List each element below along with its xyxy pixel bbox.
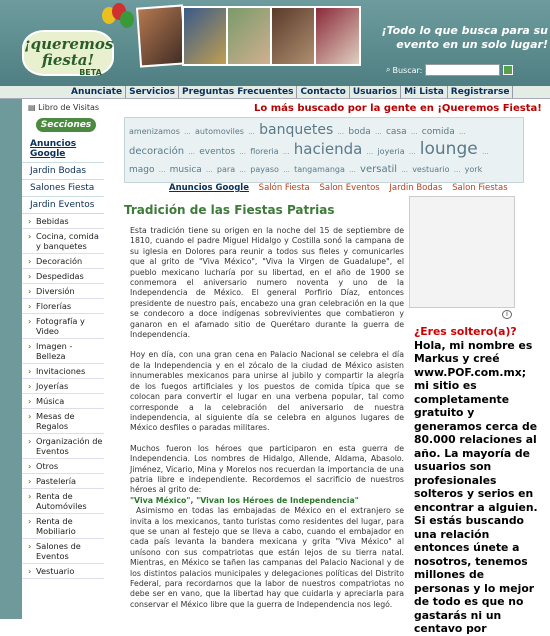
sidebar-category-item[interactable]: › Cocina, comida y banquetes: [22, 229, 104, 254]
sidebar-link-jardin-bodas[interactable]: Jardin Bodas: [22, 163, 104, 180]
article-body: [130, 226, 404, 620]
tag-link[interactable]: lounge: [419, 139, 478, 159]
sidebar-link-jardin-eventos[interactable]: Jardin Eventos: [22, 197, 104, 214]
article-paragraph: Muchos fueron los héroes que participaron en esta guerra de Independencia. Los nombres de Hidalgo, Allende, Aldama, Abasolo. Jiménez, Vicario, Mina y Morelos nos recuerdan la importancia de una patria libre e independiente. Recordemos el sacrificio de nuestros héroes al grito de:: [130, 443, 404, 495]
search-go-button[interactable]: [503, 65, 513, 75]
search-icon: ⌕: [386, 65, 391, 74]
ad-info-icon[interactable]: i: [502, 310, 512, 319]
tag-separator: ...: [479, 148, 489, 156]
tag-link[interactable]: joyeria: [377, 147, 405, 156]
sidebar-category-item[interactable]: › Renta de Mobiliario: [22, 514, 104, 539]
link-salon-fiesta[interactable]: Salón Fiesta: [258, 183, 310, 193]
search-label: Buscar:: [392, 65, 423, 75]
logo-beta: BETA: [79, 68, 102, 77]
sidebar-category-item[interactable]: › Vestuario: [22, 564, 104, 579]
tag-separator: ...: [237, 166, 249, 174]
main-content: [104, 99, 550, 635]
tag-link[interactable]: boda: [348, 127, 371, 137]
tag-link[interactable]: mago: [129, 165, 155, 175]
link-salon-fiestas[interactable]: Salon Fiestas: [452, 183, 508, 193]
tag-separator: ...: [203, 166, 215, 174]
tag-separator: ...: [156, 166, 168, 174]
tag-link[interactable]: york: [464, 165, 483, 174]
tag-link[interactable]: musica: [169, 165, 202, 175]
tag-separator: ...: [372, 128, 384, 136]
related-links: [169, 183, 515, 193]
category-list: [22, 214, 104, 579]
tag-link[interactable]: vestuario: [412, 165, 450, 174]
site-logo[interactable]: [22, 30, 114, 76]
tag-separator: ...: [237, 148, 249, 156]
tag-separator: ...: [335, 128, 347, 136]
tag-cloud: [124, 117, 524, 183]
tag-link[interactable]: banquetes: [259, 122, 334, 138]
sidebar-category-item[interactable]: › Invitaciones: [22, 364, 104, 379]
tag-separator: ...: [346, 166, 359, 174]
tag-link[interactable]: floreria: [250, 147, 279, 156]
logo-text: ¡queremos fiesta!: [24, 35, 114, 69]
book-icon: ▤: [28, 103, 36, 112]
tag-separator: ...: [364, 148, 376, 156]
tag-link[interactable]: amenizamos: [129, 127, 180, 136]
tag-link[interactable]: decoración: [129, 146, 185, 157]
site-header: [0, 0, 550, 86]
tag-separator: ...: [181, 128, 194, 136]
ad-text: Hola, mi nombre es Markus y creé www.POF.com.mx; mi sitio es completamente gratuito y generamos cerca de 80.000 relaciones al año. La mayoría de usuarios son profesionales solteros y serios en encontrar a alguien. Si estás buscando una relación entonces únete a nosotros, tenemos millones de personas y lo mejor de todo es que no gastarás ni un centavo por: [414, 338, 538, 635]
pof-ad[interactable]: [414, 325, 542, 636]
sidebar-category-item[interactable]: › Fotografía y Video: [22, 314, 104, 339]
article-paragraph: Esta tradición tiene su origen en la noche del 15 de septiembre de 1810, cuando el padre Miguel Hidalgo y Costilla sonó la campana de su iglesia en Dolores para reunir a todos sus fieles y comunicarles que al grito de "Viva México", "Viva la Virgen de Guadalupe", el pueblo mexicano lucharía por su libertad, en el año de 1900 se conmemora el aniversario numero noventa y uno de la Independencia de México. El general Porfirio Díaz, entonces presidente de nuestro país, encabezo una gran celebración en la que se condecoro a doce indígenas sobrevivientes que combatieron y ganaron en el afamado sitio de Querétaro durante la guerra de Independencia.: [130, 226, 404, 340]
tag-separator: ...: [186, 148, 198, 156]
sidebar-category-item[interactable]: › Organización de Eventos: [22, 434, 104, 459]
sidebar-category-item[interactable]: › Música: [22, 394, 104, 409]
sidebar-top-links: [22, 136, 104, 214]
nav-anunciate[interactable]: Anunciate: [68, 86, 126, 98]
sidebar-category-item[interactable]: › Salones de Eventos: [22, 539, 104, 564]
nav-contacto[interactable]: Contacto: [297, 86, 349, 98]
sections-badge: Secciones: [36, 118, 96, 132]
tag-separator: ...: [280, 166, 293, 174]
sidebar-category-item[interactable]: › Decoración: [22, 254, 104, 269]
search-form: [386, 63, 519, 77]
sidebar-category-item[interactable]: › Imagen - Belleza: [22, 339, 104, 364]
tag-link[interactable]: casa: [385, 127, 407, 137]
link-salon-eventos[interactable]: Salon Eventos: [319, 183, 380, 193]
tag-link[interactable]: hacienda: [293, 140, 363, 158]
sidebar-category-item[interactable]: › Mesas de Regalos: [22, 409, 104, 434]
sidebar-category-item[interactable]: › Joyerías: [22, 379, 104, 394]
sidebar-link-anuncios[interactable]: Anuncios Google: [22, 136, 104, 163]
tag-link[interactable]: automoviles: [195, 127, 244, 136]
sidebar-link-salones[interactable]: Salones Fiesta: [22, 180, 104, 197]
sidebar-category-item[interactable]: › Diversión: [22, 284, 104, 299]
ad-image-box[interactable]: [409, 196, 515, 308]
article-paragraph: Asimismo en todas las embajadas de México en el extranjero se invita a los mexicanos, tanto turistas como residentes del lugar, para que se unan al festejo que se lleva a cabo, cuando el embajador en cada país levanta la bandera mexicana y grita "Viva México" al unísono con sus compatriotas que están lejos de su tierra natal. Mientras, en México se tañen las campanas del Palacio Nacional y de los distintos palacios municipales y delegaciones políticas del Distrito Federal, para recordarnos que la labor de nuestros compatriotas no debe ser en vano, que la libertad hay que cuidarla y apreciarla para conservar el México libre que la guerra de Independencia nos legó.: [130, 506, 404, 609]
headline: Lo más buscado por la gente en ¡Queremos Fiesta!: [254, 103, 542, 114]
main-nav: [0, 86, 550, 99]
left-decor-bar: [0, 99, 22, 619]
header-photos: [138, 6, 368, 70]
link-anuncios-google[interactable]: Anuncios Google: [169, 183, 249, 193]
article-title: Tradición de las Fiestas Patrias: [124, 203, 335, 217]
nav-registrarse[interactable]: Registrarse: [448, 86, 514, 98]
sidebar-category-item[interactable]: › Otros: [22, 459, 104, 474]
sidebar-category-item[interactable]: › Despedidas: [22, 269, 104, 284]
sidebar-category-item[interactable]: › Pastelería: [22, 474, 104, 489]
tag-link[interactable]: eventos: [199, 147, 236, 157]
nav-mi-lista[interactable]: Mi Lista: [401, 86, 448, 98]
tag-separator: ...: [451, 166, 463, 174]
tag-link[interactable]: comida: [421, 127, 455, 137]
tag-separator: ...: [456, 128, 466, 136]
tag-separator: ...: [408, 128, 420, 136]
article-quote: "Viva México", "Vivan los Héroes de Independencia": [130, 495, 359, 505]
nav-preguntas[interactable]: Preguntas Frecuentes: [179, 86, 297, 98]
tag-link[interactable]: para: [216, 165, 236, 174]
guestbook-link[interactable]: [28, 103, 104, 112]
nav-servicios[interactable]: Servicios: [126, 86, 179, 98]
tag-separator: ...: [399, 166, 411, 174]
tag-link[interactable]: versatil: [360, 164, 398, 175]
link-jardin-bodas[interactable]: Jardin Bodas: [389, 183, 443, 193]
sidebar-category-item[interactable]: › Renta de Automóviles: [22, 489, 104, 514]
tag-separator: ...: [406, 148, 418, 156]
ad-title: ¿Eres soltero(a)?: [414, 325, 517, 338]
tag-link[interactable]: payaso: [250, 165, 279, 174]
article-paragraph: Hoy en día, con una gran cena en Palacio Nacional se celebra el día de la Independencia y en el zócalo de la ciudad de México asisten innumerables mexicanos para unirse al jubilo y compartir la alegría de los fuegos artificiales y los puestos de comida típica que se colocan para convertir el lugar en una verbena popular, tal como corresponde a la celebración del aniversario de nuestra independencia, al siguiente día se celebra en algunos lugares de México desfiles o paradas militares.: [130, 350, 404, 433]
search-input[interactable]: [425, 64, 500, 76]
sidebar-category-item[interactable]: › Florerías: [22, 299, 104, 314]
tag-link[interactable]: tangamanga: [294, 165, 345, 174]
tag-separator: ...: [280, 148, 292, 156]
sidebar-category-item[interactable]: › Bebidas: [22, 214, 104, 229]
sidebar: [22, 99, 104, 619]
site-tagline: ¡Todo lo que busca para su evento en un solo lugar!: [381, 24, 548, 51]
guestbook-label: Libro de Visitas: [38, 103, 100, 112]
tag-separator: ...: [245, 128, 258, 136]
nav-usuarios[interactable]: Usuarios: [350, 86, 401, 98]
